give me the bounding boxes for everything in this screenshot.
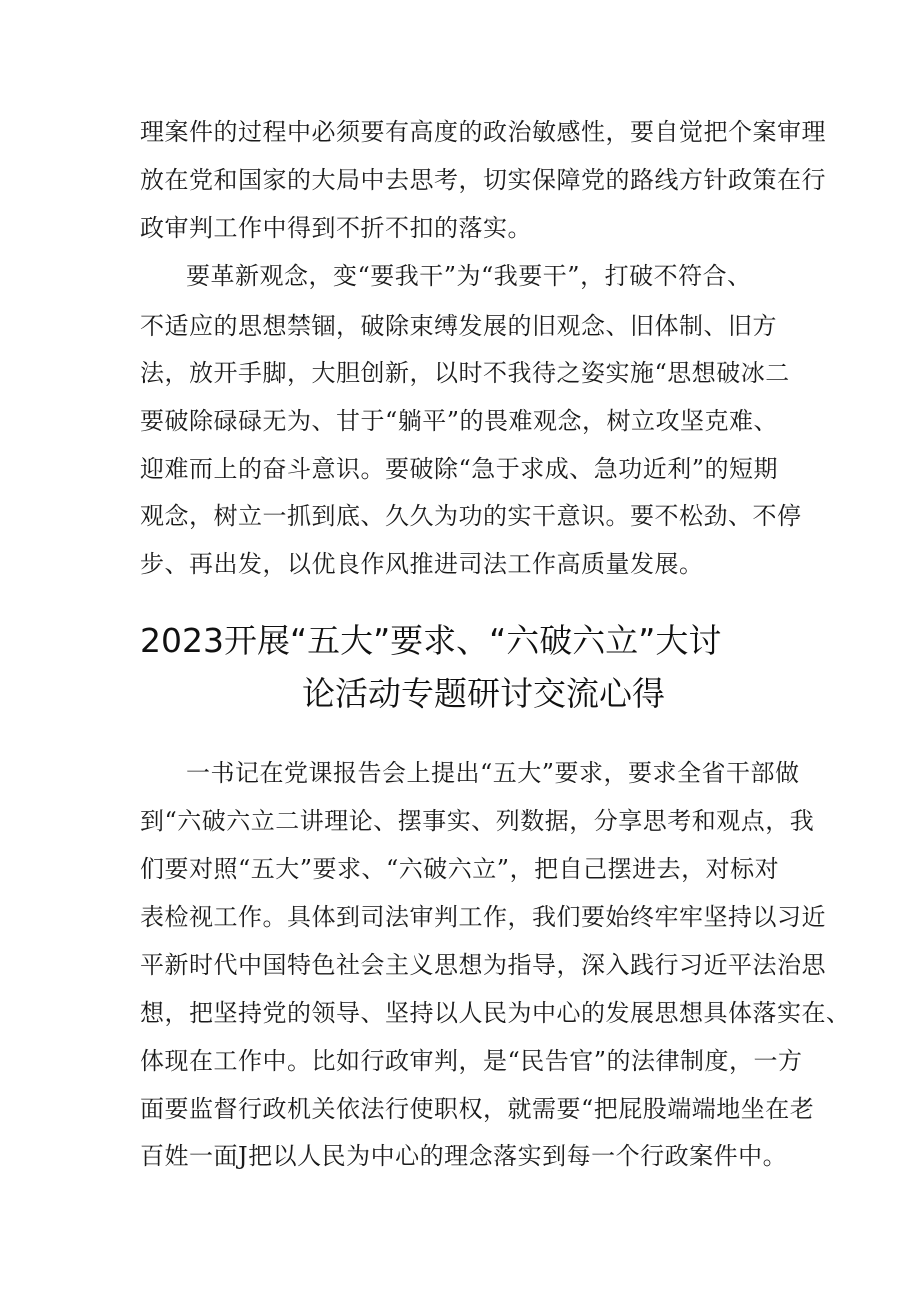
paragraph-line: 们要对照“五大”要求、“六破六立”，把自己摆进去，对标对	[140, 855, 780, 883]
paragraph-line: 政审判工作中得到不折不扣的落实。	[140, 214, 532, 242]
paragraph-line: 理案件的过程中必须要有高度的政治敏感性，要自觉把个案审理	[140, 118, 826, 146]
paragraph-line: 要破除碌碌无为、甘于“躺平”的畏难观念，树立攻坚克难、	[140, 407, 779, 435]
paragraph-line: 平新时代中国特色社会主义思想为指导，深入践行习近平法治思	[140, 951, 826, 979]
paragraph-line: 步、再出发，以优良作风推进司法工作高质量发展。	[140, 550, 704, 578]
paragraph-line: 一书记在党课报告会上提出“五大”要求，要求全省干部做	[186, 759, 800, 787]
paragraph-line: 观念，树立一抓到底、久久为功的实干意识。要不松劲、不停	[140, 502, 802, 530]
paragraph-line: 想，把坚持党的领导、坚持以人民为中心的发展思想具体落实在、	[140, 999, 851, 1027]
section-title: 2023开展“五大”要求、“六破六立”大讨	[140, 621, 722, 660]
paragraph-line: 放在党和国家的大局中去思考，切实保障党的路线方针政策在行	[140, 166, 826, 194]
paragraph-line: 迎难而上的奋斗意识。要破除“急于求成、急功近利”的短期	[140, 455, 779, 483]
paragraph-line: 体现在工作中。比如行政审判，是“民告官”的法律制度，一方	[140, 1047, 803, 1075]
paragraph-line: 百姓一面J把以人民为中心的理念落实到每一个行政案件中。	[140, 1142, 788, 1170]
paragraph-line: 表检视工作。具体到司法审判工作，我们要始终牢牢坚持以习近	[140, 903, 826, 931]
paragraph-line: 法，放开手脚，大胆创新，以时不我待之姿实施“思想破冰二	[140, 359, 790, 387]
section-title-continued: 论活动专题研讨交流心得	[302, 674, 665, 713]
paragraph-line: 不适应的思想禁锢，破除束缚发展的旧观念、旧体制、旧方	[140, 312, 777, 340]
paragraph-line: 面要监督行政机关依法行使职权，就需要“把屁股端端地坐在老	[140, 1095, 815, 1123]
paragraph-line: 要革新观念，变“要我干”为“我要干”，打破不符合、	[186, 262, 752, 290]
paragraph-line: 到“六破六立二讲理论、摆事实、列数据，分享思考和观点，我	[140, 807, 815, 835]
